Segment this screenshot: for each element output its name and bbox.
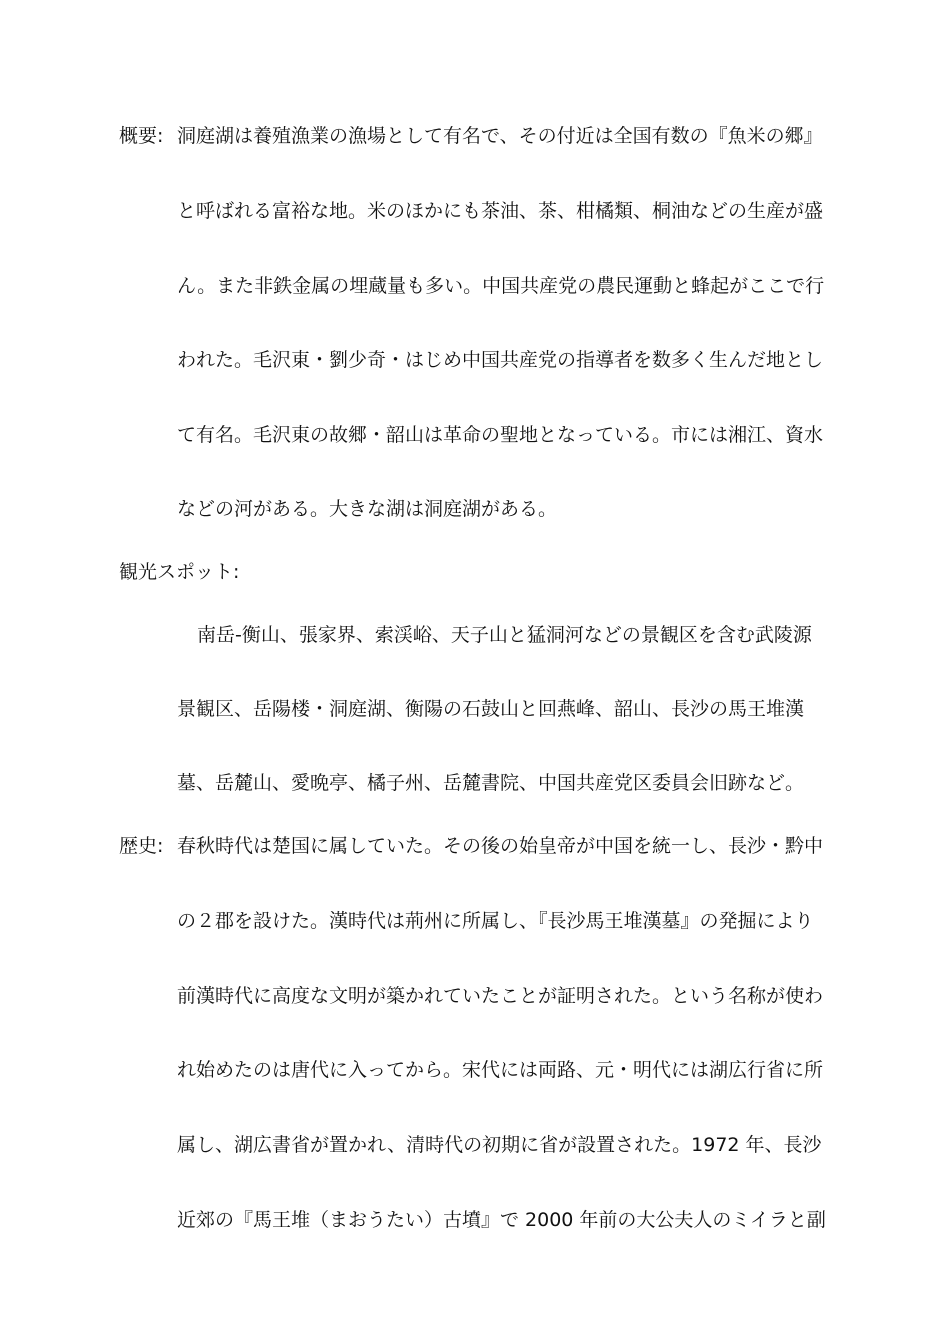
history-line: れ始めたのは唐代に入ってから。宋代には両路、元・明代には湖広行省に所 xyxy=(177,1059,824,1081)
history-line: 近郊の『馬王堆（まおうたい）古墳』で 2000 年前の大公夫人のミイラと副 xyxy=(177,1209,826,1231)
history-label: 歴史: xyxy=(119,835,164,857)
overview-line: などの河がある。大きな湖は洞庭湖がある。 xyxy=(177,498,558,520)
history-line: の２郡を設けた。漢時代は荊州に所属し、『長沙馬王堆漢墓』の発掘により xyxy=(177,910,814,932)
overview-line: われた。毛沢東・劉少奇・はじめ中国共産党の指導者を数多く生んだ地とし xyxy=(177,349,824,371)
history-line: 前漢時代に高度な文明が築かれていたことが証明された。という名称が使わ xyxy=(177,985,824,1007)
history-line: 春秋時代は楚国に属していた。その後の始皇帝が中国を統一し、長沙・黔中 xyxy=(177,835,824,857)
overview-label: 概要: xyxy=(119,125,164,147)
overview-line: 洞庭湖は養殖漁業の漁場として有名で、その付近は全国有数の『魚米の郷』 xyxy=(177,125,823,147)
overview-line: て有名。毛沢東の故郷・韶山は革命の聖地となっている。市には湘江、資水 xyxy=(177,424,824,446)
overview-line: と呼ばれる富裕な地。米のほかにも茶油、茶、柑橘類、桐油などの生産が盛 xyxy=(177,200,824,222)
overview-line: ん。また非鉄金属の埋蔵量も多い。中国共産党の農民運動と蜂起がここで行 xyxy=(177,275,825,297)
history-line: 属し、湖広書省が置かれ、清時代の初期に省が設置された。1972 年、長沙 xyxy=(177,1134,822,1156)
sightseeing-line: 景観区、岳陽楼・洞庭湖、衡陽の石鼓山と回燕峰、韶山、長沙の馬王堆漢 xyxy=(177,698,805,720)
sightseeing-label: 観光スポット: xyxy=(119,561,240,583)
sightseeing-line: 墓、岳麓山、愛晩亭、橘子州、岳麓書院、中国共産党区委員会旧跡など。 xyxy=(177,772,805,794)
sightseeing-line: 南岳-衡山、張家界、索渓峪、天子山と猛洞河などの景観区を含む武陵源 xyxy=(197,624,812,646)
